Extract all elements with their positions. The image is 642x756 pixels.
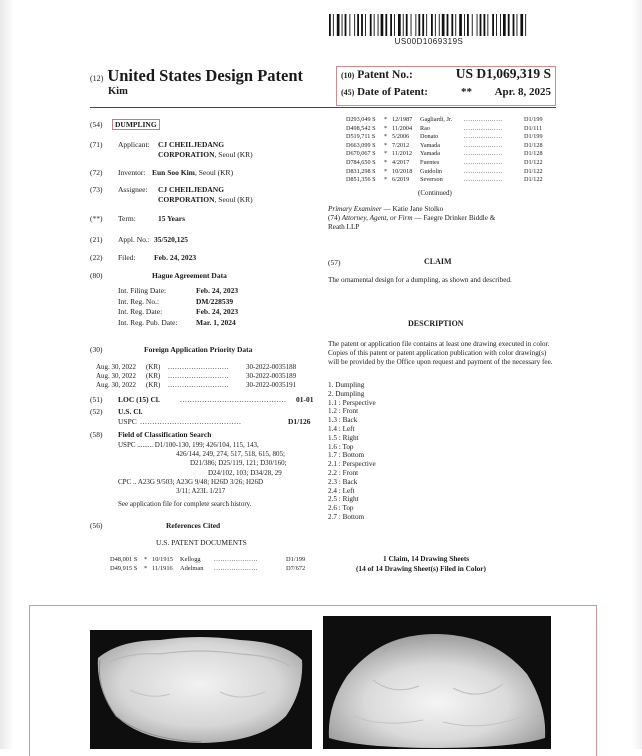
uscl-dots: .........................................: [140, 417, 242, 426]
description-text: The patent or application file contains at least one drawing executed in color. Copies of this patent or patent application publication with color drawing(s) will be provided by the Office upon request and payment of the necessary fee.: [328, 340, 553, 366]
description-item: 1.7 : Bottom: [328, 451, 365, 460]
barcode-bar: [374, 14, 375, 36]
ref-name: Severson: [420, 176, 443, 184]
hague-row-value: Mar. 1, 2024: [196, 317, 236, 327]
description-item: 2.1 : Perspective: [328, 460, 376, 469]
barcode-bar: [496, 14, 497, 36]
ref-dots: ..................: [464, 116, 503, 123]
loc-label: LOC (15) Cl.: [118, 395, 160, 404]
barcode-bar: [442, 14, 445, 36]
description-item: 1.2 : Front: [328, 407, 359, 416]
ref-class: D1/122: [524, 176, 543, 184]
barcode-bar: [431, 14, 433, 36]
patent-title: [90, 66, 303, 86]
dumpling-image-1: [90, 630, 312, 749]
hague-row-label: Int. Filing Date:: [118, 286, 167, 295]
description-item: 1.5 : Right: [328, 433, 359, 442]
claim-num: (57): [328, 258, 341, 267]
uscl-label: U.S. Cl.: [118, 407, 143, 416]
barcode-bar: [459, 14, 462, 36]
ref-dots: ..................: [464, 159, 503, 166]
barcode-bar: [422, 14, 424, 36]
dumpling-photo-2: [323, 616, 551, 749]
patent-no-num: (10): [341, 71, 355, 80]
ref-name: Kellogg: [180, 556, 201, 563]
search-line: 426/144, 249, 274, 517, 518, 615, 805;: [176, 450, 285, 459]
agent-name-line2: Reath LLP: [328, 223, 360, 231]
ref-name: Yamada: [420, 150, 440, 158]
ref-mark: *: [384, 176, 388, 184]
search-line: 3/11; A23L 1/217: [176, 487, 226, 495]
barcode-bar: [500, 14, 501, 36]
description-item: 2.7 : Bottom: [328, 513, 365, 521]
examiner-label: Primary Examiner: [328, 205, 382, 213]
ref-date: 6/2019: [392, 176, 410, 184]
patent-no-value: US D1,069,319 S: [455, 66, 551, 81]
field-num: (72): [90, 168, 103, 177]
barcode: [327, 14, 531, 36]
ref-dots: ..................: [464, 167, 503, 175]
drawing-sheets: 1 Claim, 14 Drawing Sheets: [383, 554, 470, 563]
patent-date-row: [341, 86, 428, 98]
ref-class: D1/122: [524, 167, 543, 175]
description-item: 1.4 : Left: [328, 425, 355, 433]
field-label: Term:: [118, 214, 136, 223]
barcode-bar: [403, 14, 404, 36]
search-line: CPC .. A23G 9/503; A23G 9/48; H26D 3/26; H26D: [118, 477, 264, 486]
priority-date: Aug. 30, 2022: [96, 371, 137, 380]
hague-num: (80): [90, 271, 103, 280]
priority-number: 30-2022-0035191: [246, 380, 297, 389]
ref-num: D784,650 S: [346, 159, 376, 166]
ref-date: 4/2017: [392, 159, 410, 166]
barcode-bar: [333, 14, 334, 36]
dumpling-photo-1: [90, 630, 312, 749]
page-shadow-left: [0, 0, 14, 749]
priority-country: (KR): [146, 363, 161, 371]
field-value-suffix: , Seoul (KR): [194, 168, 234, 177]
field-value2-suffix: , Seoul (KR): [214, 194, 253, 204]
description-item: 2.6 : Top: [328, 504, 354, 513]
barcode-bar: [487, 14, 488, 36]
description-item: 2.5 : Right: [328, 495, 359, 504]
ref-dots: ..................: [464, 176, 503, 184]
barcode-bar: [418, 14, 420, 36]
ref-dots: ..................: [464, 150, 503, 158]
priority-dots: ..........................: [168, 380, 230, 389]
priority-date: Aug. 30, 2022: [96, 380, 137, 389]
hague-row-value: Feb. 24, 2023: [196, 307, 239, 316]
barcode-bar: [447, 14, 449, 36]
search-line: D21/386; D25/119, 121; D30/160;: [190, 459, 287, 468]
description-item: 1. Dumpling: [328, 381, 365, 389]
search-line: D24/102, 103; D34/28, 29: [208, 468, 282, 477]
ref-class: D1/199: [524, 133, 543, 141]
ref-class: D1/128: [524, 141, 543, 149]
ref-date: 10/2018: [392, 167, 413, 175]
drawing-sheets-color: (14 of 14 Drawing Sheet(s) Filed in Color): [356, 564, 486, 573]
ref-mark: *: [384, 141, 388, 149]
barcode-bar: [426, 14, 427, 36]
date-num: (45): [341, 88, 355, 97]
ref-class: D1/111: [524, 124, 543, 132]
ref-name: Adelman: [180, 564, 204, 572]
field-label: Appl. No.:: [118, 235, 150, 244]
barcode-bar: [385, 14, 387, 36]
search-line: USPC ......... D1/100-130, 199; 426/104, 115, 143,: [118, 441, 259, 449]
field-num: (73): [90, 185, 103, 194]
loc-dots: ...........................................: [180, 395, 287, 404]
field-value-line: [152, 168, 233, 178]
ref-num: D670,067 S: [346, 150, 376, 158]
loc-value: 01-01: [296, 395, 314, 404]
ref-mark: *: [384, 159, 388, 166]
field-value: 35/520,125: [154, 235, 188, 244]
description-item: 2.4 : Left: [328, 486, 355, 495]
description-title: DESCRIPTION: [408, 319, 464, 328]
field-value2-suffix: , Seoul (KR): [214, 149, 253, 159]
ref-dots: ..................: [464, 141, 503, 149]
ref-class: D1/199: [286, 556, 306, 563]
search-line: See application file for complete search history.: [118, 500, 252, 509]
priority-number: 30-2022-0035189: [246, 371, 297, 380]
title-text: United States Design Patent: [107, 66, 304, 85]
barcode-bar: [354, 14, 355, 36]
ref-num: D498,542 S: [346, 124, 376, 132]
hague-row-value: Feb. 24, 2023: [196, 286, 239, 295]
patent-number-box: [336, 66, 556, 106]
examiner-name: Katie Jane Stolko: [392, 205, 444, 213]
barcode-bar: [390, 14, 392, 36]
hague-row-label: Int. Reg. Pub. Date:: [118, 317, 178, 327]
ref-name: Yamada: [420, 141, 440, 149]
uscl-num: (52): [90, 407, 103, 416]
barcode-bar: [361, 14, 363, 36]
field-num: (**): [90, 214, 103, 223]
barcode-bar: [345, 14, 347, 36]
barcode-bar: [349, 14, 350, 36]
ref-date: 12/1987: [392, 116, 413, 123]
uscl-sub: USPC: [118, 417, 137, 426]
barcode-bar: [337, 14, 340, 36]
ref-mark: *: [384, 167, 388, 175]
agent-row: (74) Attorney, Agent, or Firm — Faegre Drinker Biddle &: [328, 214, 496, 222]
ref-num: D519,711 S: [346, 133, 376, 141]
ref-name: Gagliardi, Jr.: [420, 116, 453, 123]
hague-row-label: Int. Reg. No.:: [118, 296, 160, 306]
field-value: CJ CHEILJEDANG: [158, 185, 225, 194]
field-num: (71): [90, 140, 103, 149]
claim-text: The ornamental design for a dumpling, as shown and described.: [328, 276, 512, 284]
refs-title: References Cited: [166, 521, 221, 530]
barcode-bar: [342, 14, 343, 36]
barcode-bar: [455, 14, 456, 36]
description-item: 1.6 : Top: [328, 442, 354, 451]
barcode-bar: [370, 14, 372, 36]
barcode-bar: [357, 14, 359, 36]
refs-continued: (Continued): [418, 189, 452, 197]
field-label: Assignee:: [118, 185, 148, 194]
barcode-bar: [378, 14, 379, 36]
ref-dots: ....................: [214, 564, 258, 572]
ref-class: D7/672: [286, 564, 306, 572]
ref-dots: ....................: [214, 556, 258, 563]
patent-no-label: Patent No.:: [357, 69, 413, 81]
priority-title: Foreign Application Priority Data: [144, 345, 253, 354]
description-item: 1.1 : Perspective: [328, 398, 376, 407]
barcode-number: US00D1069319S: [394, 37, 464, 46]
barcode-bar: [520, 14, 523, 36]
barcode-bar: [439, 14, 440, 36]
ref-name: Rao: [420, 124, 430, 132]
claim-title: CLAIM: [424, 257, 452, 266]
barcode-bar: [480, 14, 482, 36]
hague-row-value: DM/228539: [196, 296, 234, 306]
ref-date: 11/2012: [392, 150, 413, 158]
ref-mark: *: [384, 133, 388, 141]
header-inventor: Kim: [108, 86, 128, 97]
barcode-bar: [411, 14, 412, 36]
ref-num: D831,298 S: [346, 167, 376, 175]
field-value-line2: [158, 150, 253, 160]
hague-title: Hague Agreement Data: [152, 271, 227, 280]
barcode-bar: [435, 14, 436, 36]
field-num: (54): [90, 120, 103, 129]
barcode-bar: [464, 14, 465, 36]
field-value: 15 Years: [158, 214, 186, 223]
barcode-bar: [415, 14, 416, 36]
barcode-bar: [467, 14, 469, 36]
dumpling-image-2: [323, 616, 551, 749]
ref-class: D1/122: [524, 159, 543, 166]
barcode-bar: [508, 14, 510, 36]
field-num: (22): [90, 253, 103, 262]
barcode-bar: [484, 14, 486, 36]
ref-date: 5/2006: [392, 133, 410, 141]
description-item: 1.3 : Back: [328, 416, 358, 425]
ref-mark: *: [384, 116, 388, 123]
header-rule: [90, 107, 556, 108]
ref-dots: ..................: [464, 133, 503, 141]
field-label: Applicant:: [118, 140, 150, 149]
barcode-bar: [472, 14, 473, 36]
priority-num: (30): [90, 345, 103, 354]
field-value2: CORPORATION: [158, 149, 215, 159]
description-item: 2.2 : Front: [328, 469, 359, 477]
agent-name: Faegre Drinker Biddle &: [423, 214, 496, 222]
barcode-bar: [477, 14, 478, 36]
title-value-box: [112, 120, 160, 130]
uscl-value: D1/126: [288, 417, 311, 426]
ref-mark: *: [384, 150, 388, 158]
barcode-bar: [513, 14, 515, 36]
field-value: Feb. 24, 2023: [154, 253, 197, 262]
field-value2: CORPORATION: [158, 194, 215, 204]
title-value: DUMPLING: [112, 119, 160, 130]
ref-date: 10/1915: [152, 556, 173, 563]
priority-dots: ..........................: [168, 363, 230, 371]
barcode-bar: [492, 14, 494, 36]
ref-mark: *: [144, 556, 148, 563]
field-applicant: [90, 140, 320, 160]
ref-class: D1/199: [524, 116, 543, 123]
ref-name: Fuentes: [420, 159, 440, 166]
ref-name: Guidolin: [420, 167, 443, 175]
field-label: Filed:: [118, 253, 136, 262]
field-value-line2: [158, 195, 253, 205]
priority-date: Aug. 30, 2022: [96, 363, 137, 371]
ref-mark: *: [144, 564, 148, 572]
ref-date: 11/1916: [152, 564, 173, 572]
barcode-graphic: [327, 14, 531, 36]
barcode-bar: [451, 14, 453, 36]
barcode-bar: [365, 14, 366, 36]
ref-num: D851,356 S: [346, 176, 376, 184]
patent-date-value: Apr. 8, 2025: [494, 86, 551, 98]
field-assignee: [90, 185, 320, 205]
ref-class: D1/128: [524, 150, 543, 158]
date-label: Date of Patent:: [357, 86, 428, 98]
barcode-bar: [406, 14, 408, 36]
ref-name: Donato: [420, 133, 439, 141]
ref-dots: ..................: [464, 124, 503, 132]
description-item: 2.3 : Back: [328, 477, 358, 486]
barcode-bar: [381, 14, 384, 36]
ref-mark: *: [384, 124, 388, 132]
hague-row-label: Int. Reg. Date:: [118, 307, 163, 316]
loc-num: (51): [90, 395, 103, 404]
field-value: CJ CHEILJEDANG: [158, 140, 225, 149]
priority-dots: ..........................: [168, 371, 230, 380]
priority-country: (KR): [146, 380, 161, 389]
agent-label: Attorney, Agent, or Firm: [341, 214, 413, 222]
agent-num: (74): [328, 214, 340, 222]
date-marker: **: [461, 86, 472, 98]
ref-date: 11/2004: [392, 124, 413, 132]
page-shadow-right: [632, 0, 642, 749]
search-num: (58): [90, 430, 103, 439]
priority-country: (KR): [146, 371, 161, 380]
field-value: Eun Soo Kim: [152, 168, 195, 177]
barcode-bar: [329, 14, 331, 36]
ref-num: D49,915 S: [110, 564, 138, 572]
refs-subtitle: U.S. PATENT DOCUMENTS: [156, 538, 247, 547]
barcode-bar: [517, 14, 518, 36]
field-num: (21): [90, 235, 103, 244]
ref-num: D293,049 S: [346, 116, 376, 123]
barcode-bar: [394, 14, 395, 36]
title-num: (12): [90, 74, 104, 83]
patent-number-row: [341, 69, 413, 81]
ref-num: D663,099 S: [346, 141, 376, 149]
description-item: 2. Dumpling: [328, 389, 365, 398]
refs-num: (56): [90, 521, 103, 530]
search-label: Field of Classification Search: [118, 430, 212, 439]
examiner-row: Primary Examiner — Katie Jane Stolko: [328, 205, 444, 213]
barcode-bar: [398, 14, 401, 36]
barcode-bar: [525, 14, 526, 36]
ref-num: D48,001 S: [110, 556, 138, 563]
barcode-bar: [503, 14, 506, 36]
field-label: Inventor:: [118, 168, 146, 177]
priority-number: 30-2022-0035188: [246, 363, 297, 371]
ref-date: 7/2012: [392, 141, 410, 149]
